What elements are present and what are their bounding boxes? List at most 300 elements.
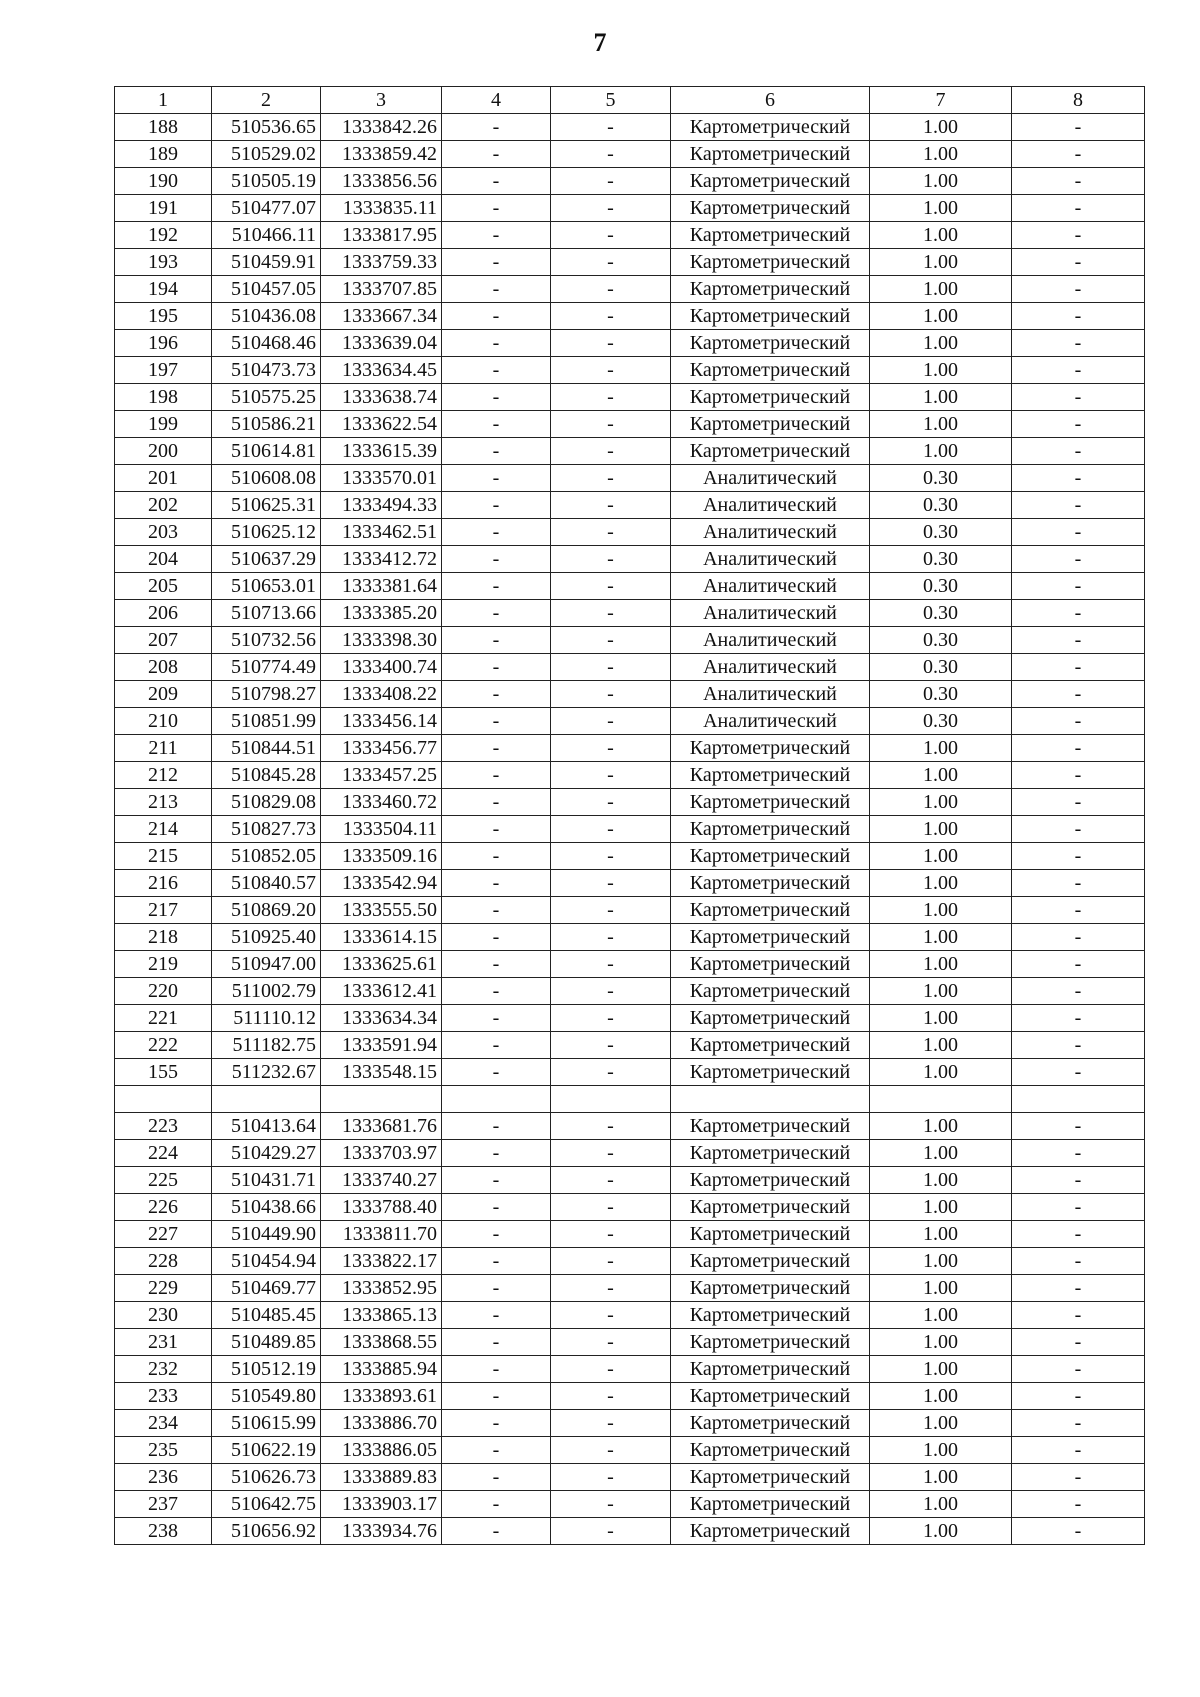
table-cell-col-2: 510549.80 <box>212 1383 321 1410</box>
table-cell-col-5: - <box>551 1383 671 1410</box>
table-cell-col-2: 510505.19 <box>212 168 321 195</box>
table-cell-col-8: - <box>1012 1059 1145 1086</box>
table-row <box>115 438 1145 465</box>
table-cell-col-7: 1.00 <box>870 168 1012 195</box>
table-cell-col-4: - <box>442 627 551 654</box>
table-cell-col-6: Картометрический <box>671 384 870 411</box>
table-cell-col-1: 228 <box>115 1248 212 1275</box>
table-row <box>115 843 1145 870</box>
table-cell-col-4: - <box>442 1221 551 1248</box>
table-cell-col-1: 200 <box>115 438 212 465</box>
table-cell-col-5: - <box>551 870 671 897</box>
table-row <box>115 600 1145 627</box>
table-cell-col-3: 1333509.16 <box>321 843 442 870</box>
table-cell-col-7: 1.00 <box>870 384 1012 411</box>
table-cell-col-1: 204 <box>115 546 212 573</box>
table-cell-col-8: - <box>1012 546 1145 573</box>
table-cell-col-4: - <box>442 222 551 249</box>
table-cell-col-3: 1333865.13 <box>321 1302 442 1329</box>
table-cell-col-4: - <box>442 114 551 141</box>
table-cell-col-2 <box>212 1086 321 1113</box>
table-cell-col-8: - <box>1012 411 1145 438</box>
table-cell-col-6: Картометрический <box>671 1491 870 1518</box>
table-cell-col-3: 1333614.15 <box>321 924 442 951</box>
table-cell-col-8: - <box>1012 924 1145 951</box>
table-cell-col-1: 193 <box>115 249 212 276</box>
table-cell-col-6: Картометрический <box>671 1518 870 1545</box>
table-cell-col-8: - <box>1012 438 1145 465</box>
table-row <box>115 141 1145 168</box>
table-cell-col-3: 1333408.22 <box>321 681 442 708</box>
table-cell-col-1: 188 <box>115 114 212 141</box>
table-cell-col-6: Картометрический <box>671 276 870 303</box>
table-cell-col-7: 1.00 <box>870 330 1012 357</box>
table-cell-col-4: - <box>442 573 551 600</box>
table-cell-col-1: 199 <box>115 411 212 438</box>
table-cell-col-5: - <box>551 384 671 411</box>
table-cell-col-5: - <box>551 573 671 600</box>
table-cell-col-3: 1333381.64 <box>321 573 442 600</box>
table-cell-col-7: 1.00 <box>870 897 1012 924</box>
table-cell-col-1: 235 <box>115 1437 212 1464</box>
table-row <box>115 411 1145 438</box>
table-cell-col-7: 1.00 <box>870 843 1012 870</box>
table-cell-col-4: - <box>442 357 551 384</box>
table-cell-col-7: 1.00 <box>870 816 1012 843</box>
table-cell-col-7: 1.00 <box>870 951 1012 978</box>
table-cell-col-6: Картометрический <box>671 1329 870 1356</box>
table-cell-col-5 <box>551 1086 671 1113</box>
table-cell-col-8: - <box>1012 276 1145 303</box>
table-cell-col-8: - <box>1012 573 1145 600</box>
table-cell-col-2: 510614.81 <box>212 438 321 465</box>
table-cell-col-2: 510485.45 <box>212 1302 321 1329</box>
table-cell-col-3: 1333934.76 <box>321 1518 442 1545</box>
table-cell-col-5: - <box>551 303 671 330</box>
table-cell-col-2: 510529.02 <box>212 141 321 168</box>
table-cell-col-2: 510869.20 <box>212 897 321 924</box>
table-cell-col-4: - <box>442 384 551 411</box>
table-cell-col-6: Аналитический <box>671 627 870 654</box>
table-cell-col-3: 1333622.54 <box>321 411 442 438</box>
table-cell-col-8: - <box>1012 1140 1145 1167</box>
table-cell-col-6: Аналитический <box>671 573 870 600</box>
table-cell-col-1: 238 <box>115 1518 212 1545</box>
table-cell-col-6: Картометрический <box>671 978 870 1005</box>
table-cell-col-6: Картометрический <box>671 1005 870 1032</box>
table-cell-col-6: Аналитический <box>671 465 870 492</box>
table-cell-col-7: 0.30 <box>870 465 1012 492</box>
table-cell-col-4: - <box>442 1059 551 1086</box>
table-row <box>115 573 1145 600</box>
table-cell-col-2: 511182.75 <box>212 1032 321 1059</box>
table-cell-col-6: Картометрический <box>671 897 870 924</box>
table-cell-col-5: - <box>551 249 671 276</box>
table-cell-col-2: 510489.85 <box>212 1329 321 1356</box>
table-cell-col-6: Картометрический <box>671 951 870 978</box>
table-cell-col-6: Картометрический <box>671 789 870 816</box>
table-cell-col-5: - <box>551 1356 671 1383</box>
table-cell-col-3: 1333893.61 <box>321 1383 442 1410</box>
table-cell-col-8: - <box>1012 1410 1145 1437</box>
table-cell-col-5: - <box>551 519 671 546</box>
table-cell-col-5: - <box>551 1113 671 1140</box>
table-cell-col-2: 510457.05 <box>212 276 321 303</box>
table-cell-col-6: Картометрический <box>671 1356 870 1383</box>
table-cell-col-7: 1.00 <box>870 1167 1012 1194</box>
table-cell-col-3: 1333555.50 <box>321 897 442 924</box>
table-cell-col-5: - <box>551 546 671 573</box>
table-row <box>115 870 1145 897</box>
table-cell-col-4: - <box>442 708 551 735</box>
table-cell-col-5: - <box>551 897 671 924</box>
table-cell-col-5: - <box>551 141 671 168</box>
table-cell-col-2: 510468.46 <box>212 330 321 357</box>
table-cell-col-2: 510798.27 <box>212 681 321 708</box>
table-cell-col-1 <box>115 1086 212 1113</box>
table-cell-col-3: 1333842.26 <box>321 114 442 141</box>
table-cell-col-5: - <box>551 465 671 492</box>
page-number: 7 <box>593 28 607 57</box>
table-cell-col-1: 226 <box>115 1194 212 1221</box>
table-cell-col-1: 215 <box>115 843 212 870</box>
table-cell-col-7: 0.30 <box>870 519 1012 546</box>
table-cell-col-3: 1333759.33 <box>321 249 442 276</box>
table-cell-col-2: 510469.77 <box>212 1275 321 1302</box>
table-cell-col-6: Картометрический <box>671 1302 870 1329</box>
table-cell-col-8: - <box>1012 789 1145 816</box>
table-cell-col-6: Картометрический <box>671 222 870 249</box>
table-row <box>115 1464 1145 1491</box>
table-cell-col-1: 190 <box>115 168 212 195</box>
table-cell-col-6: Картометрический <box>671 1113 870 1140</box>
table-cell-col-5: - <box>551 789 671 816</box>
table-cell-col-1: 208 <box>115 654 212 681</box>
table-cell-col-2: 510615.99 <box>212 1410 321 1437</box>
table-cell-col-5: - <box>551 1302 671 1329</box>
table-row <box>115 1248 1145 1275</box>
table-cell-col-4: - <box>442 735 551 762</box>
table-cell-col-5: - <box>551 168 671 195</box>
table-cell-col-1: 202 <box>115 492 212 519</box>
table-cell-col-5: - <box>551 816 671 843</box>
table-cell-col-6: Картометрический <box>671 303 870 330</box>
header-row <box>115 87 1145 114</box>
table-cell-col-4: - <box>442 1113 551 1140</box>
table-cell-col-3: 1333634.45 <box>321 357 442 384</box>
table-cell-col-1: 225 <box>115 1167 212 1194</box>
table-cell-col-7: 1.00 <box>870 222 1012 249</box>
table-cell-col-5: - <box>551 195 671 222</box>
table-cell-col-1: 209 <box>115 681 212 708</box>
header-cell-col-3: 3 <box>321 87 442 114</box>
table-cell-col-7: 1.00 <box>870 1221 1012 1248</box>
table-cell-col-7: 1.00 <box>870 1302 1012 1329</box>
table-cell-col-5: - <box>551 1032 671 1059</box>
header-cell-col-6: 6 <box>671 87 870 114</box>
table-cell-col-3: 1333400.74 <box>321 654 442 681</box>
table-cell-col-2: 510431.71 <box>212 1167 321 1194</box>
table-cell-col-4: - <box>442 1329 551 1356</box>
table-cell-col-3: 1333504.11 <box>321 816 442 843</box>
table-cell-col-2: 510536.65 <box>212 114 321 141</box>
table-cell-col-2: 511232.67 <box>212 1059 321 1086</box>
table-cell-col-4: - <box>442 276 551 303</box>
table-cell-col-8: - <box>1012 1248 1145 1275</box>
table-cell-col-8: - <box>1012 1464 1145 1491</box>
table-cell-col-2: 510512.19 <box>212 1356 321 1383</box>
table-cell-col-3: 1333412.72 <box>321 546 442 573</box>
table-cell-col-5: - <box>551 1464 671 1491</box>
table-cell-col-5: - <box>551 735 671 762</box>
table-cell-col-3: 1333462.51 <box>321 519 442 546</box>
table-cell-col-3: 1333856.56 <box>321 168 442 195</box>
table-cell-col-1: 231 <box>115 1329 212 1356</box>
table-cell-col-8: - <box>1012 708 1145 735</box>
table-cell-col-7: 0.30 <box>870 681 1012 708</box>
table-cell-col-4: - <box>442 195 551 222</box>
table-cell-col-7: 1.00 <box>870 1410 1012 1437</box>
table-cell-col-7: 0.30 <box>870 600 1012 627</box>
table-cell-col-2: 510774.49 <box>212 654 321 681</box>
table-cell-col-8: - <box>1012 1167 1145 1194</box>
table-cell-col-1: 222 <box>115 1032 212 1059</box>
table-row <box>115 1518 1145 1545</box>
table-cell-col-8: - <box>1012 1221 1145 1248</box>
table-cell-col-8: - <box>1012 1032 1145 1059</box>
table-cell-col-1: 230 <box>115 1302 212 1329</box>
table-cell-col-2: 510840.57 <box>212 870 321 897</box>
table-cell-col-5: - <box>551 924 671 951</box>
table-cell-col-3: 1333638.74 <box>321 384 442 411</box>
table-cell-col-2: 510852.05 <box>212 843 321 870</box>
table-cell-col-8: - <box>1012 492 1145 519</box>
table-row <box>115 384 1145 411</box>
table-cell-col-3: 1333822.17 <box>321 1248 442 1275</box>
header-cell-col-4: 4 <box>442 87 551 114</box>
table-row <box>115 1167 1145 1194</box>
table-cell-col-8: - <box>1012 1113 1145 1140</box>
table-cell-col-3: 1333886.05 <box>321 1437 442 1464</box>
table-cell-col-6: Аналитический <box>671 519 870 546</box>
table-cell-col-3: 1333548.15 <box>321 1059 442 1086</box>
table-cell-col-2: 510466.11 <box>212 222 321 249</box>
table-cell-col-7: 1.00 <box>870 1518 1012 1545</box>
table-cell-col-5: - <box>551 411 671 438</box>
table-row-separator <box>115 1086 1145 1113</box>
table-cell-col-7: 1.00 <box>870 1329 1012 1356</box>
table-cell-col-5: - <box>551 492 671 519</box>
table-cell-col-8: - <box>1012 114 1145 141</box>
table-cell-col-5: - <box>551 1491 671 1518</box>
table-cell-col-7: 1.00 <box>870 1248 1012 1275</box>
table-cell-col-6: Картометрический <box>671 249 870 276</box>
table-row <box>115 357 1145 384</box>
table-cell-col-3: 1333625.61 <box>321 951 442 978</box>
table-cell-col-7 <box>870 1086 1012 1113</box>
table-cell-col-3: 1333634.34 <box>321 1005 442 1032</box>
table-cell-col-5: - <box>551 1005 671 1032</box>
table-cell-col-3: 1333591.94 <box>321 1032 442 1059</box>
table-cell-col-5: - <box>551 1167 671 1194</box>
table-row <box>115 1194 1145 1221</box>
table-cell-col-4: - <box>442 1410 551 1437</box>
table-cell-col-8: - <box>1012 1302 1145 1329</box>
table-cell-col-2: 510851.99 <box>212 708 321 735</box>
table-row <box>115 1383 1145 1410</box>
table-cell-col-3: 1333615.39 <box>321 438 442 465</box>
table-cell-col-6: Картометрический <box>671 1140 870 1167</box>
table-cell-col-8: - <box>1012 1383 1145 1410</box>
table-row <box>115 114 1145 141</box>
header-cell-col-8: 8 <box>1012 87 1145 114</box>
table-cell-col-4: - <box>442 1437 551 1464</box>
table-cell-col-8: - <box>1012 735 1145 762</box>
table-cell-col-2: 510477.07 <box>212 195 321 222</box>
table-cell-col-3: 1333460.72 <box>321 789 442 816</box>
table-cell-col-3: 1333903.17 <box>321 1491 442 1518</box>
table-cell-col-5: - <box>551 1059 671 1086</box>
table-cell-col-5: - <box>551 357 671 384</box>
table-cell-col-3: 1333886.70 <box>321 1410 442 1437</box>
table-cell-col-4: - <box>442 303 551 330</box>
table-cell-col-1: 213 <box>115 789 212 816</box>
table-cell-col-4: - <box>442 546 551 573</box>
table-cell-col-6: Картометрический <box>671 1383 870 1410</box>
table-cell-col-1: 201 <box>115 465 212 492</box>
table-cell-col-1: 223 <box>115 1113 212 1140</box>
table-cell-col-2: 510473.73 <box>212 357 321 384</box>
table-cell-col-5: - <box>551 1140 671 1167</box>
table-cell-col-2: 510827.73 <box>212 816 321 843</box>
table-cell-col-2: 510713.66 <box>212 600 321 627</box>
table-cell-col-1: 220 <box>115 978 212 1005</box>
table-cell-col-6: Картометрический <box>671 1032 870 1059</box>
table-cell-col-8: - <box>1012 195 1145 222</box>
table-cell-col-1: 236 <box>115 1464 212 1491</box>
table-cell-col-8: - <box>1012 1329 1145 1356</box>
table-cell-col-2: 510436.08 <box>212 303 321 330</box>
table-cell-col-6: Картометрический <box>671 1194 870 1221</box>
table-row <box>115 654 1145 681</box>
table-cell-col-1: 191 <box>115 195 212 222</box>
table-row <box>115 681 1145 708</box>
table-row <box>115 897 1145 924</box>
table-cell-col-6: Картометрический <box>671 1248 870 1275</box>
table-cell-col-4: - <box>442 411 551 438</box>
table-row <box>115 1059 1145 1086</box>
table-cell-col-6: Картометрический <box>671 330 870 357</box>
table-cell-col-3: 1333707.85 <box>321 276 442 303</box>
table-header <box>115 87 1145 114</box>
table-cell-col-7: 1.00 <box>870 141 1012 168</box>
table-cell-col-7: 1.00 <box>870 276 1012 303</box>
table-row <box>115 789 1145 816</box>
table-cell-col-7: 0.30 <box>870 654 1012 681</box>
table-cell-col-4: - <box>442 1248 551 1275</box>
table-cell-col-6: Картометрический <box>671 1410 870 1437</box>
table-row <box>115 546 1145 573</box>
table-cell-col-6: Картометрический <box>671 411 870 438</box>
table-cell-col-4: - <box>442 870 551 897</box>
header-cell-col-5: 5 <box>551 87 671 114</box>
table-cell-col-2: 510429.27 <box>212 1140 321 1167</box>
table-cell-col-5: - <box>551 978 671 1005</box>
table-cell-col-8: - <box>1012 384 1145 411</box>
table-row <box>115 1491 1145 1518</box>
table-cell-col-4: - <box>442 978 551 1005</box>
table-cell-col-7: 0.30 <box>870 627 1012 654</box>
table-cell-col-8: - <box>1012 249 1145 276</box>
table-cell-col-6: Картометрический <box>671 168 870 195</box>
table-cell-col-1: 233 <box>115 1383 212 1410</box>
table-row <box>115 1410 1145 1437</box>
table-row <box>115 465 1145 492</box>
table-cell-col-7: 1.00 <box>870 1032 1012 1059</box>
table-cell-col-8: - <box>1012 870 1145 897</box>
table-cell-col-7: 1.00 <box>870 978 1012 1005</box>
table-cell-col-1: 218 <box>115 924 212 951</box>
table-cell-col-2: 510637.29 <box>212 546 321 573</box>
table-cell-col-1: 194 <box>115 276 212 303</box>
table-row <box>115 222 1145 249</box>
table-row <box>115 1302 1145 1329</box>
table-cell-col-3: 1333398.30 <box>321 627 442 654</box>
table-cell-col-4: - <box>442 1356 551 1383</box>
table-cell-col-6: Картометрический <box>671 141 870 168</box>
table-cell-col-6: Картометрический <box>671 1167 870 1194</box>
table-cell-col-3: 1333681.76 <box>321 1113 442 1140</box>
table-cell-col-3: 1333456.77 <box>321 735 442 762</box>
table-cell-col-8: - <box>1012 303 1145 330</box>
table-cell-col-4: - <box>442 438 551 465</box>
table-cell-col-1: 189 <box>115 141 212 168</box>
table-cell-col-2: 510413.64 <box>212 1113 321 1140</box>
table-cell-col-4: - <box>442 330 551 357</box>
table-cell-col-1: 210 <box>115 708 212 735</box>
table-cell-col-1: 234 <box>115 1410 212 1437</box>
table-cell-col-6: Картометрический <box>671 357 870 384</box>
table-cell-col-4: - <box>442 897 551 924</box>
table-cell-col-2: 510732.56 <box>212 627 321 654</box>
table-cell-col-4: - <box>442 519 551 546</box>
table-cell-col-7: 1.00 <box>870 1464 1012 1491</box>
table-cell-col-6: Аналитический <box>671 681 870 708</box>
table-body <box>115 114 1145 1545</box>
table-cell-col-5: - <box>551 1194 671 1221</box>
table-cell-col-7: 1.00 <box>870 1275 1012 1302</box>
table-cell-col-3: 1333811.70 <box>321 1221 442 1248</box>
table-cell-col-4: - <box>442 1518 551 1545</box>
table-cell-col-4: - <box>442 1140 551 1167</box>
table-cell-col-8: - <box>1012 843 1145 870</box>
table-cell-col-5: - <box>551 600 671 627</box>
table-cell-col-5: - <box>551 1410 671 1437</box>
table-cell-col-2: 511002.79 <box>212 978 321 1005</box>
table-cell-col-4: - <box>442 1302 551 1329</box>
table-cell-col-2: 510947.00 <box>212 951 321 978</box>
table-cell-col-7: 1.00 <box>870 249 1012 276</box>
table-cell-col-8: - <box>1012 330 1145 357</box>
table-cell-col-1: 211 <box>115 735 212 762</box>
table-cell-col-4: - <box>442 249 551 276</box>
table-cell-col-4: - <box>442 465 551 492</box>
table-cell-col-2: 510642.75 <box>212 1491 321 1518</box>
table-row <box>115 816 1145 843</box>
table-cell-col-5: - <box>551 681 671 708</box>
table-cell-col-5: - <box>551 843 671 870</box>
table-cell-col-2: 510626.73 <box>212 1464 321 1491</box>
